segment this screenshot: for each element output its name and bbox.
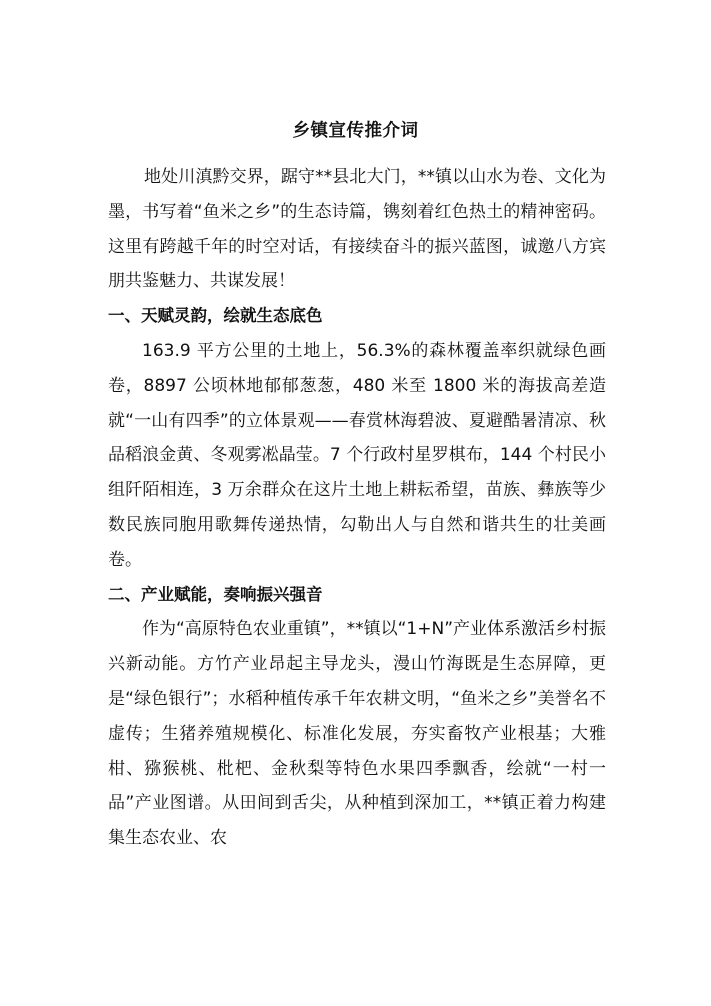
document-body <box>108 160 606 856</box>
document-title: 乡镇宣传推介词 <box>292 121 419 141</box>
section-1-heading: 一、天赋灵韵，绘就生态底色 <box>108 306 323 326</box>
intro-paragraph: 地处川滇黔交界，踞守**县北大门，**镇以山水为卷、文化为墨，书写着“鱼米之乡”的生态诗篇，镌刻着红色热土的精神密码。这里有跨越千年的时空对话，有接续奋斗的振兴蓝图，诚邀八方宾朋共鉴魅力、共谋发展！ <box>108 167 606 292</box>
section-2-heading: 二、产业赋能，奏响振兴强音 <box>108 584 323 604</box>
section-1-paragraph: 163.9 平方公里的土地上，56.3%的森林覆盖率织就绿色画卷，8897 公顷林地郁郁葱葱，480 米至 1800 米的海拔高差造就“一山有四季”的立体景观——春赏林海碧波、夏避酷暑清凉、秋品稻浪金黄、冬观雾凇晶莹。7 个行政村星罗棋布，144 个村民小组阡陌相连，3 万余群众在这片土地上耕耘希望，苗族、彝族等少数民族同胞用歌舞传递热情，勾勒出人与自然和谐共生的壮美画卷。 <box>108 340 606 570</box>
section-2-paragraph: 作为“高原特色农业重镇”，**镇以“1+N”产业体系激活乡村振兴新动能。方竹产业昂起主导龙头，漫山竹海既是生态屏障，更是“绿色银行”；水稻种植传承千年农耕文明，“鱼米之乡”美誉名不虚传；生猪养殖规模化、标准化发展，夯实畜牧产业根基；大雅柑、猕猴桃、枇杷、金秋梨等特色水果四季飘香，绘就“一村一品”产业图谱。从田间到舌尖，从种植到深加工，**镇正着力构建集生态农业、农 <box>108 619 607 849</box>
